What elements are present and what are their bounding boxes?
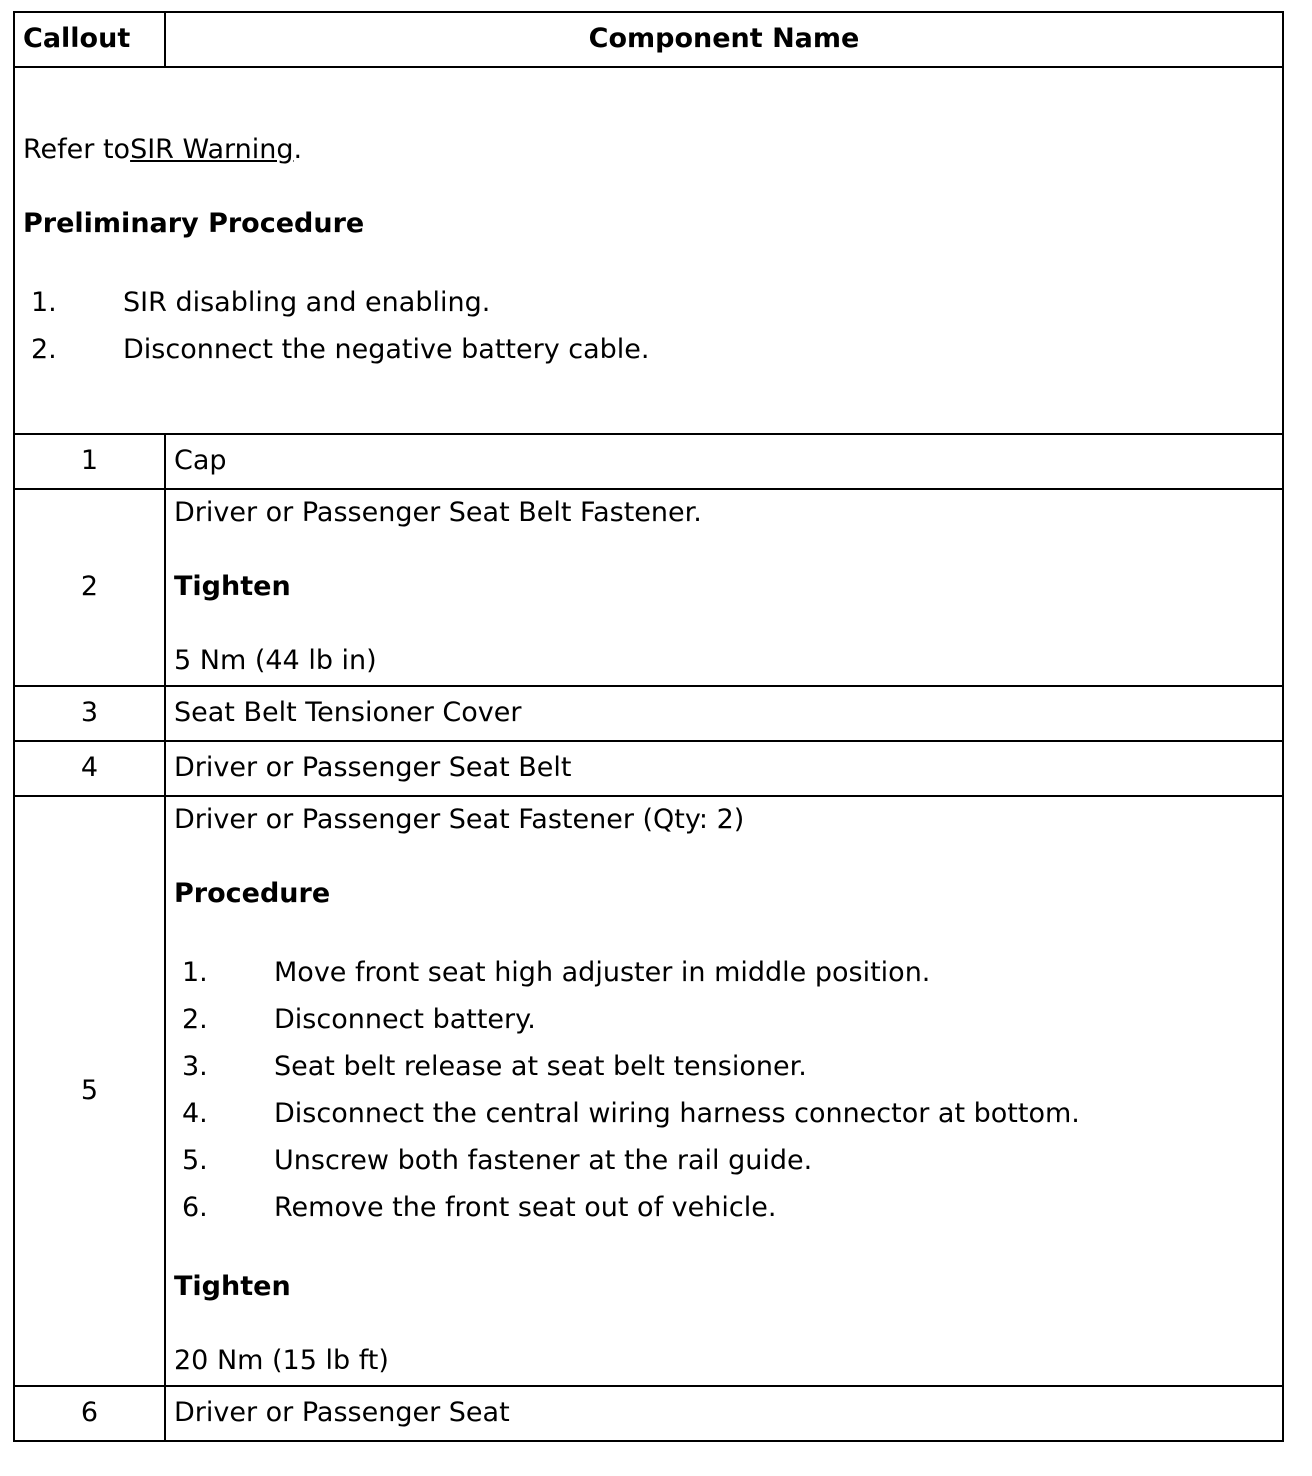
step-text: Disconnect battery. (274, 1004, 536, 1036)
tighten-label: Tighten (174, 571, 291, 603)
step-number: 1. (182, 957, 208, 989)
component-name: Cap (165, 434, 1283, 489)
component-name: Driver or Passenger Seat (165, 1386, 1283, 1441)
callout-number: 3 (14, 686, 165, 741)
component-name: Driver or Passenger Seat Belt Fastener. (174, 497, 702, 529)
list-item (23, 327, 1274, 374)
step-text: Unscrew both fastener at the rail guide. (274, 1145, 813, 1177)
step-number: 3. (182, 1051, 208, 1083)
callout-number: 6 (14, 1386, 165, 1441)
step-text: Disconnect the negative battery cable. (123, 334, 650, 366)
list-item (174, 997, 1274, 1044)
callout-number: 5 (14, 796, 165, 1386)
preliminary-procedure-title: Preliminary Procedure (23, 208, 365, 240)
header-callout: Callout (14, 12, 165, 67)
component-name: Driver or Passenger Seat Belt (165, 741, 1283, 796)
table-header-row (14, 12, 1283, 67)
step-text: Move front seat high adjuster in middle position. (274, 957, 931, 989)
component-cell (165, 489, 1283, 686)
component-name: Seat Belt Tensioner Cover (165, 686, 1283, 741)
header-component-name: Component Name (165, 12, 1283, 67)
preliminary-row (14, 67, 1283, 434)
table-row (14, 686, 1283, 741)
step-number: 4. (182, 1098, 208, 1130)
list-item (23, 280, 1274, 327)
step-number: 2. (31, 334, 57, 366)
table-row (14, 1386, 1283, 1441)
component-cell (165, 796, 1283, 1386)
refer-line (23, 127, 1274, 174)
step-text: Seat belt release at seat belt tensioner. (274, 1051, 807, 1083)
step-text: Remove the front seat out of vehicle. (274, 1192, 777, 1224)
callout-number: 2 (14, 489, 165, 686)
list-item (174, 950, 1274, 997)
refer-prefix: Refer to (23, 134, 131, 166)
component-name: Driver or Passenger Seat Fastener (Qty: 2) (174, 804, 745, 836)
step-text: SIR disabling and enabling. (123, 287, 491, 319)
list-item (174, 1185, 1274, 1232)
refer-suffix: . (293, 134, 303, 166)
preliminary-cell (14, 67, 1283, 434)
table-row (14, 489, 1283, 686)
step-number: 5. (182, 1145, 208, 1177)
preliminary-steps (23, 280, 1274, 374)
callout-number: 1 (14, 434, 165, 489)
procedure-label: Procedure (174, 878, 331, 910)
procedure-steps (174, 950, 1274, 1232)
step-number: 2. (182, 1004, 208, 1036)
list-item (174, 1091, 1274, 1138)
step-number: 6. (182, 1192, 208, 1224)
table-row (14, 434, 1283, 489)
tighten-value: 20 Nm (15 lb ft) (174, 1345, 389, 1377)
tighten-label: Tighten (174, 1271, 291, 1303)
table-row (14, 741, 1283, 796)
callout-table (13, 11, 1284, 1442)
step-text: Disconnect the central wiring harness connector at bottom. (274, 1098, 1080, 1130)
step-number: 1. (31, 287, 57, 319)
callout-number: 4 (14, 741, 165, 796)
list-item (174, 1044, 1274, 1091)
tighten-value: 5 Nm (44 lb in) (174, 645, 377, 677)
list-item (174, 1138, 1274, 1185)
sir-warning-link[interactable]: SIR Warning (130, 134, 294, 166)
table-row (14, 796, 1283, 1386)
